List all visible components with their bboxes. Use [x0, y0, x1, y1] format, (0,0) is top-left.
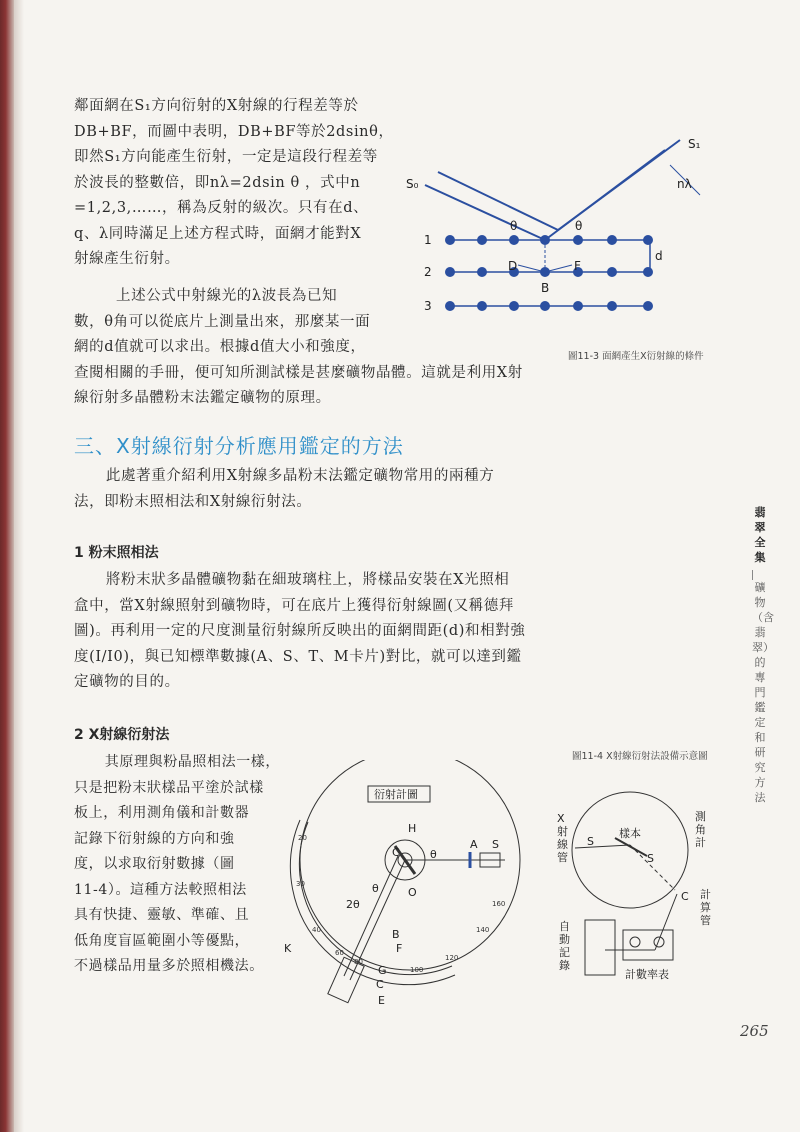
label-row-1: 1 [424, 233, 432, 247]
label-theta-left: θ [510, 219, 518, 233]
goniometer-circle [572, 792, 688, 908]
label-c-counter: C [681, 890, 689, 903]
subsection-2-title: 2 X射線衍射法 [74, 727, 170, 743]
label-row-3: 3 [424, 299, 432, 313]
sample-plate [615, 838, 647, 856]
label-C-bottom: C [376, 978, 384, 991]
label-K: K [284, 942, 292, 955]
page-edge-shadow [14, 0, 24, 1132]
label-s-right: S [647, 852, 654, 865]
label-A: A [470, 838, 478, 851]
section-intro: 此處著重介紹利用X射線多晶粉末法鑑定礦物常用的兩種方 法，即粉末照相法和X射線衍射法。 [74, 468, 495, 510]
label-goniometer: 測角計 [695, 810, 706, 849]
label-rate-meter: 計數率表 [625, 968, 669, 981]
label-H: H [408, 822, 417, 835]
incident-beam [575, 845, 630, 848]
label-nlambda: nλ [677, 177, 692, 191]
label-theta: θ [430, 848, 437, 861]
incident-ray-2 [438, 172, 558, 230]
sidebar-divider [752, 570, 753, 580]
tick-160: 160 [492, 900, 506, 908]
label-B: B [541, 281, 550, 295]
label-two-theta: 2θ [346, 898, 360, 911]
subsection-2-body: 其原理與粉晶照相法一樣， 只是把粉末狀樣品平塗於試樣 板上，利用測角儀和計數器 記錄下衍射線的方向和強 度，以求取衍射數據（圖 11-4）。這種方法較照相法 具有快捷、靈敏、準確、且 低角度盲區範圍小等優點， 不過樣品用量多於照相機法。 [74, 754, 280, 974]
page-number: 265 [740, 1022, 769, 1040]
label-xray-tube: X 射線管 [557, 812, 568, 864]
sidebar-chapter-title: 礦物（含翡翠）的專門鑑定和研究方法 [752, 581, 774, 804]
figure-11-4-schematic [555, 790, 735, 990]
label-F: F [574, 259, 581, 273]
scale-arc-inner [299, 822, 452, 975]
figure-11-3-diagram [400, 130, 730, 330]
tick-30: 30 [296, 880, 305, 888]
subsection-1-body: 將粉末狀多晶體礦物黏在細玻璃柱上，將樣品安裝在X光照相 盒中，當X射線照射到礦物時，可在底片上獲得衍射線圖(又稱德拜 圖)。再利用一定的尺度測量衍射線所反映出的面網間距(d)和相對強 度(I/I0)，與已知標準數據(A、S、T、M卡片)對比，就可以達到鑑 定礦物的目的。 [74, 572, 526, 690]
sidebar-series-title: 翡翠全集 [754, 506, 766, 564]
figure-11-3-caption: 圖11-3 面網產生X衍射線的條件 [568, 351, 704, 362]
diffracted-ray-2 [558, 140, 680, 230]
book-spine [0, 0, 14, 1132]
figure-11-4-caption: 圖11-4 X射線衍射法設備示意圖 [572, 751, 708, 762]
auto-recorder-box [585, 920, 615, 975]
label-counter-tube: 計算管 [700, 888, 711, 927]
label-theta-right: θ [575, 219, 583, 233]
label-B: B [392, 928, 400, 941]
tick-100: 100 [410, 966, 424, 974]
paragraph-bragg-explanation: 鄰面網在S₁方向衍射的X射線的行程差等於 DB+BF，而圖中表明，DB+BF等於2dsinθ， 即然S₁方向能產生衍射，一定是這段行程差等 於波長的整數倍，即nλ=2dsin θ ，式中n =1,2,3,……，稱為反射的級次。只有在d、 q、λ同時滿足上述方程式時，面網才能對X 射線產生衍射。 [74, 98, 394, 267]
label-counter-figure: 衍射計圖 [374, 788, 418, 801]
label-s0: S₀ [406, 177, 419, 191]
label-F: F [396, 942, 403, 955]
scale-arc-outer [290, 820, 455, 985]
cable-counter [655, 894, 677, 950]
label-recorder: 自動記錄 [559, 920, 570, 972]
counter-arm-edge [344, 856, 398, 976]
tick-140: 140 [476, 926, 490, 934]
label-C: C [392, 846, 400, 859]
label-O: O [408, 886, 417, 899]
tick-60: 60 [335, 949, 344, 957]
label-s-left: S [587, 835, 594, 848]
subsection-1-title: 1 粉末照相法 [74, 545, 159, 561]
label-theta-2: θ [372, 882, 379, 895]
label-row-2: 2 [424, 265, 432, 279]
label-d: d [655, 249, 663, 263]
incident-ray-1 [425, 185, 545, 240]
paragraph-formula-usage: 上述公式中射線光的λ波長為已知 數，θ角可以從底片上測量出來，那麼某一面 網的d值就可以求出。根據d值大小和強度， 查閱相關的手冊，便可知所測試樣是甚麼礦物晶體。這就是利用X射 線衍射多晶體粉末法鑑定礦物的原理。 [74, 288, 523, 406]
tick-120: 120 [445, 954, 459, 962]
tick-20: 20 [298, 834, 307, 842]
tick-80: 80 [354, 958, 363, 966]
figure-11-4-diffractometer [280, 760, 550, 1010]
label-sample: 樣本 [619, 827, 641, 840]
rate-meter-dial-1 [630, 937, 640, 947]
label-s1: S₁ [688, 137, 701, 151]
label-D: D [508, 259, 518, 273]
label-G: G [378, 964, 387, 977]
section-title: 三、X射線衍射分析應用鑑定的方法 [74, 434, 404, 458]
label-S: S [492, 838, 499, 851]
tick-40: 40 [312, 926, 321, 934]
label-E: E [378, 994, 385, 1007]
